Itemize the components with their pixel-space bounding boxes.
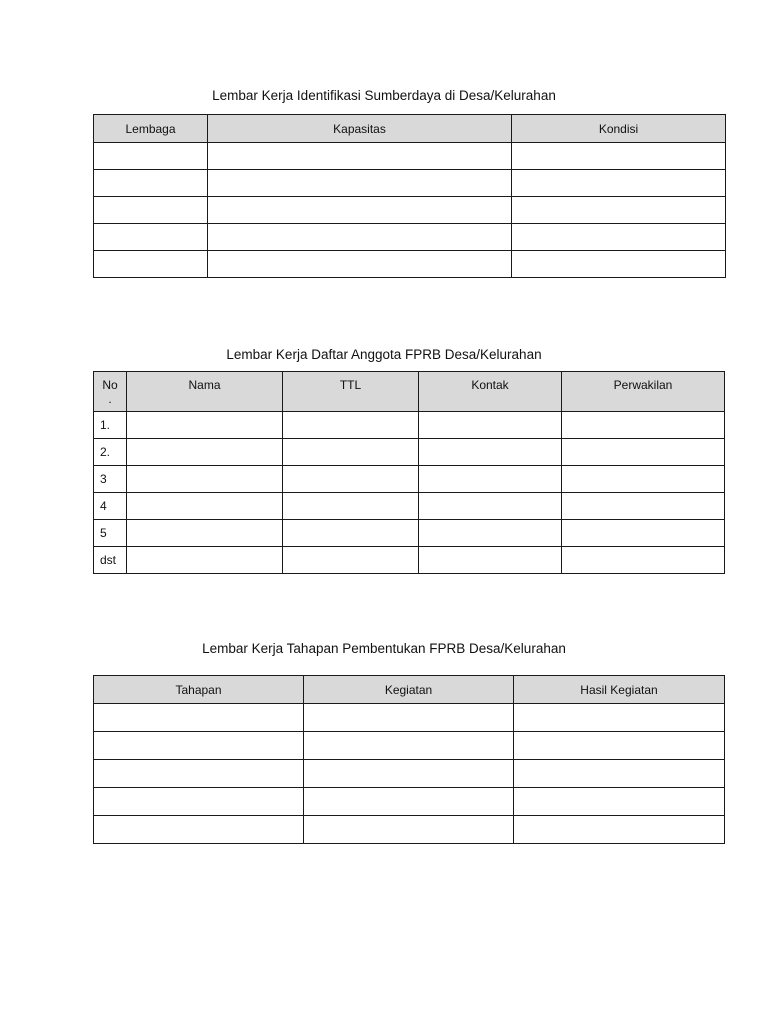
sheet3-header-hasil-kegiatan: Hasil Kegiatan [514, 676, 725, 704]
sheet2-header-no: No . [94, 372, 127, 412]
row-number: 4 [94, 493, 127, 520]
sheet1-header-row [94, 115, 726, 143]
table-row [94, 197, 726, 224]
table-cell [283, 466, 419, 493]
sheet3-table [93, 675, 725, 844]
table-row [94, 760, 725, 788]
table-cell [94, 704, 304, 732]
table-cell [304, 732, 514, 760]
table-row [94, 224, 726, 251]
sheet2-title: Lembar Kerja Daftar Anggota FPRB Desa/Kelurahan [226, 347, 542, 362]
table-cell [419, 547, 562, 574]
table-cell [94, 816, 304, 844]
table-cell [514, 788, 725, 816]
sheet1-header-kapasitas: Kapasitas [208, 115, 512, 143]
table-cell [283, 493, 419, 520]
table-row [94, 704, 725, 732]
table-cell [283, 412, 419, 439]
sheet2-header-nama: Nama [127, 372, 283, 412]
sheet3-header-row [94, 676, 725, 704]
sheet2-table [93, 371, 725, 574]
table-cell [208, 143, 512, 170]
sheet1-header-kondisi: Kondisi [512, 115, 726, 143]
sheet2-header-kontak: Kontak [419, 372, 562, 412]
table-row [94, 520, 725, 547]
table-row [94, 412, 725, 439]
table-cell [512, 224, 726, 251]
table-cell [562, 493, 725, 520]
table-cell [94, 224, 208, 251]
table-row [94, 493, 725, 520]
table-row [94, 143, 726, 170]
table-row [94, 788, 725, 816]
row-number: 5 [94, 520, 127, 547]
sheet3-header-kegiatan: Kegiatan [304, 676, 514, 704]
table-cell [304, 704, 514, 732]
table-cell [127, 547, 283, 574]
table-cell [514, 760, 725, 788]
table-cell [419, 412, 562, 439]
table-cell [127, 412, 283, 439]
table-cell [304, 816, 514, 844]
row-number: 3 [94, 466, 127, 493]
table-cell [419, 439, 562, 466]
table-cell [512, 143, 726, 170]
table-cell [127, 466, 283, 493]
table-cell [514, 816, 725, 844]
table-cell [304, 760, 514, 788]
table-row [94, 439, 725, 466]
table-row [94, 816, 725, 844]
table-cell [127, 439, 283, 466]
table-cell [512, 170, 726, 197]
table-cell [94, 143, 208, 170]
table-cell [512, 197, 726, 224]
table-cell [562, 412, 725, 439]
table-cell [208, 251, 512, 278]
table-cell [127, 520, 283, 547]
table-cell [94, 788, 304, 816]
table-cell [514, 732, 725, 760]
row-number: 2. [94, 439, 127, 466]
sheet2-header-row [94, 372, 725, 412]
row-number: 1. [94, 412, 127, 439]
table-row [94, 251, 726, 278]
table-cell [304, 788, 514, 816]
sheet1-header-lembaga: Lembaga [94, 115, 208, 143]
sheet2-header-perwakilan: Perwakilan [562, 372, 725, 412]
table-cell [208, 170, 512, 197]
table-cell [419, 466, 562, 493]
table-cell [562, 466, 725, 493]
sheet3-header-tahapan: Tahapan [94, 676, 304, 704]
table-cell [208, 197, 512, 224]
table-cell [283, 520, 419, 547]
table-cell [562, 439, 725, 466]
sheet3-title: Lembar Kerja Tahapan Pembentukan FPRB Desa/Kelurahan [202, 641, 566, 656]
table-cell [94, 732, 304, 760]
table-cell [94, 760, 304, 788]
table-cell [94, 251, 208, 278]
table-cell [514, 704, 725, 732]
table-cell [283, 439, 419, 466]
table-row [94, 732, 725, 760]
table-cell [512, 251, 726, 278]
table-cell [208, 224, 512, 251]
table-cell [419, 493, 562, 520]
table-cell [283, 547, 419, 574]
table-cell [127, 493, 283, 520]
row-number: dst [94, 547, 127, 574]
table-row [94, 466, 725, 493]
sheet1-title: Lembar Kerja Identifikasi Sumberdaya di Desa/Kelurahan [212, 88, 556, 103]
table-row [94, 170, 726, 197]
table-row [94, 547, 725, 574]
table-cell [94, 197, 208, 224]
sheet1-table [93, 114, 726, 278]
table-cell [562, 520, 725, 547]
table-cell [562, 547, 725, 574]
table-cell [419, 520, 562, 547]
table-cell [94, 170, 208, 197]
sheet2-header-ttl: TTL [283, 372, 419, 412]
